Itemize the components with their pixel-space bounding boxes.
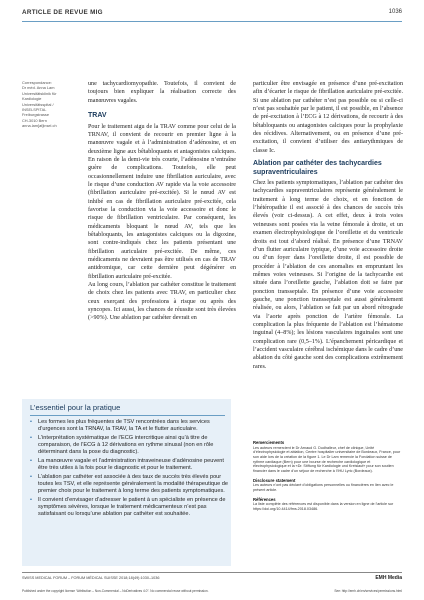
body-paragraph: Au long cours, l’ablation par cathéter constitue le traitement de choix chez les patients avec TRAV, en particulier chez ceux exerçant des professions à risque ou après des syncopes. Ici aussi, les chances de réussite sont très élevées (>90%). Une ablation par cathéter devrait en (88, 282, 236, 322)
disclosure-text: Les auteurs n’ont pas déclaré d’obligations personnelles ou financières en lien avec le présent article. (253, 483, 394, 492)
key-point-text: Il convient d’envisager d’adresser le patient à un spécialiste en présence de symptômes sévères, lorsque le traitement médicamenteux n’est pas satisfaisant ou lorsqu’une ablation par cathéter est souhaitée. (38, 496, 226, 518)
bullet-icon: • (30, 457, 32, 464)
left-text-column (88, 80, 236, 323)
body-paragraph: particulier être envisagée en présence d’une pré-excitation afin d’écarter le risque de fibrillation auriculaire pré-excitée. Si une ablation par cathéter n’est pas possible ou si celle-ci n’est pas souhaitée par le patient, il est possible, en l’absence de pré-excitation à l’ECG à 12 dérivations, de recourir à des bêtabloquants ou antagonistes calciques pour la prophylaxie des récidives. Alternativement, ou en présence d’une pré-excitation, il convient d’utiliser des antiarythmiques de classe Ic. (253, 81, 403, 154)
permissions-link[interactable]: See: http://emh.ch/en/services/permissions.html (334, 589, 402, 593)
key-point-item (30, 419, 228, 434)
body-paragraph: Chez les patients symptomatiques, l’ablation par cathéter des tachycardies supraventriculaires représente généralement le traitement à long terme de choix, et en fonction de l’hétéropathie il est associé à des chances de succès très élevés (voir ci-dessus). A cet effet, deux à trois voies veineuses sont posées via la veine fémorale à droite, et un examen électrophysiologique de l’oreillette et du ventricule droits est tout d’abord réalisé. En présence d’une TRNAV d’un flutter auriculaire typique, d’une voie accessoire droite ou d’un foyer dans l’oreillette droite, il est possible de procéder à l’ablation de ces anomalies en empruntant les mêmes voies veineuses. Si l’origine de la tachycardie est située dans l’oreillette gauche, l’ablation doit se faire par ponction transseptale. En présence d’une voie accessoire gauche, une ponction transseptale est aussi généralement réalisée, ou alors, l’ablation se fait par un abord rétrograde via l’aorte après ponction de l’artère fémorale. La complication la plus fréquente de l’ablation est l’hématome inguinal (4–8%); les lésions vasculaires inguinales sont une complication rare (0,5–1%). L’épanchement péricardique et l’accident vasculaire cérébral ischémique dans le cadre d’une ablation du côté gauche sont des complications extrêmement rares. (253, 180, 403, 370)
correspondence-line: Universitätsspital / (22, 101, 54, 107)
article-notes (253, 436, 403, 512)
correspondence-line: INSELSPITAL (22, 107, 47, 113)
key-point-text: Les formes les plus fréquentes de TSV rencontrées dans les services d’urgences sont la TRNAV, la TRAV, la TA et le flutter auriculaire. (38, 419, 210, 433)
key-points-divider (30, 415, 225, 416)
header-divider (22, 21, 402, 22)
bullet-icon: • (30, 419, 32, 425)
correspondence-line: CH-3010 Bern (22, 117, 47, 123)
key-point-item (30, 435, 228, 457)
references-heading: Références (253, 496, 276, 502)
key-points-list (30, 419, 228, 520)
key-point-item (30, 497, 228, 519)
acknowledgements-text: Les auteurs remercient le Dr Arnaud G. Dudhalleur, chef de clinique, Unité d’électrophysiologie et ablation, Centre hospitalier universitaire de Bordeaux, France, pour son aide lors de la création de la figure 1. Le Dr Lam remercie la Fondation suisse de rythme cardiaque (Bern) pour une bourse de recherche cardiologique et électrophysiologique et la «Dr. Stiftung für Kardiologie und Kreislauf» pour son soutien financier dans le cadre d’un séjour de recherche à l’IHU Lyric (Bordeaux). (253, 445, 401, 474)
article-category: ARTICLE DE REVUE MIG (22, 9, 103, 16)
section-heading: Ablation par cathéter des tachycardies supraventriculaires (253, 160, 382, 176)
key-points-box (22, 399, 231, 566)
key-point-item (30, 458, 228, 473)
page-header (22, 9, 402, 21)
disclosure-heading: Disclosure statement (253, 477, 296, 483)
page-number: 1036 (388, 9, 402, 15)
key-point-text: L’interprétation systématique de l’ECG intercritique ainsi qu’à titre de comparaison, de l’ECG à 12 dérivations en rythme sinusal (non en rôle déterminant dans la pose du diagnostic). (38, 434, 214, 456)
key-points-title: L’essentiel pour la pratique (30, 403, 121, 412)
bullet-icon: • (30, 434, 32, 441)
correspondence-line: Universitätsklinik für (22, 90, 57, 96)
section-heading: TRAV (88, 112, 107, 120)
bullet-icon: • (30, 473, 32, 480)
bullet-icon: • (30, 496, 32, 503)
correspondence-line: Freiburgstrasse (22, 112, 50, 118)
body-paragraph: Pour le traitement aigu de la TRAV comme pour celui de la TRNAV, il convient de recourir en premier ligne à la manœuvre vagale et à l’administration d’adénosine, et en deuxième ligne aux bêtabloquants et antagonistes calciques. En raison de la demi-vie très courte, l’adénosine n’entraîne guère de complications. Toutefois, elle peut occasionnellement induire une fibrillation auriculaire, avec le risque d’une conduction AV rapide via la voie accessoire (fibrillation auriculaire pré-excitée). Si le nœud AV est inhibé en cas de fibrillation auriculaire pré-excitée, cela favorise la conduction via la voie accessoire et donc le risque de fibrillation ventriculaire. Par conséquent, les médicaments bloquant le nœud AV, tels que les bêtabloquants, les antagonistes calciques ou la digoxine, sont contre-indiqués chez les patients présentant une fibrillation auriculaire pré-excitée. De même, ces médicaments ne devraient pas être utilisés en cas de TRAV antidromique, car cette dernière peut dégénérer en fibrillation auriculaire pré-excitée. (88, 123, 236, 280)
body-paragraph: une tachycardiomyopathie. Toutefois, il convient de toujours bien expliquer la réalisation correcte des manœuvres vagales. (88, 81, 236, 104)
license-notice: Published under the copyright license “Attribution – Non-Commercial – NoDerivatives 4.0”. No commercial reuse without permission. (22, 589, 209, 593)
correspondence-block (22, 80, 80, 129)
publisher-logo: EMH Media (375, 575, 402, 581)
acknowledgements-heading: Remerciements (253, 440, 285, 445)
correspondence-email[interactable]: anna.lam[at]insel.ch (22, 123, 57, 129)
key-point-text: La manœuvre vagale et l’administration intraveineuse d’adénosine peuvent être très utiles à la fois pour le diagnostic et pour le traitement. (38, 457, 224, 472)
key-point-item (30, 474, 228, 496)
correspondence-line: Kardiologie (22, 96, 42, 102)
correspondence-line: Dr méd. Anna Lam (22, 85, 55, 91)
journal-citation: SWISS MEDICAL FORUM – FORUM MÉDICAL SUISSE 2018;18(49):1030–1036 (22, 576, 160, 580)
references-text[interactable]: La liste complète des références est disponible dans la version en ligne de l’article sur https://doi.org/10.4414/fms.2018.03486. (253, 502, 394, 511)
key-point-text: L’ablation par cathéter est associée à des taux de succès très élevés pour toutes les TSV, et elle représente généralement la modalité thérapeutique de premier choix pour le traitement à long terme des patients symptomatiques. (38, 473, 229, 495)
correspondence-line: Correspondance: (22, 80, 52, 85)
footer-divider (22, 572, 402, 573)
right-text-column (253, 80, 403, 371)
